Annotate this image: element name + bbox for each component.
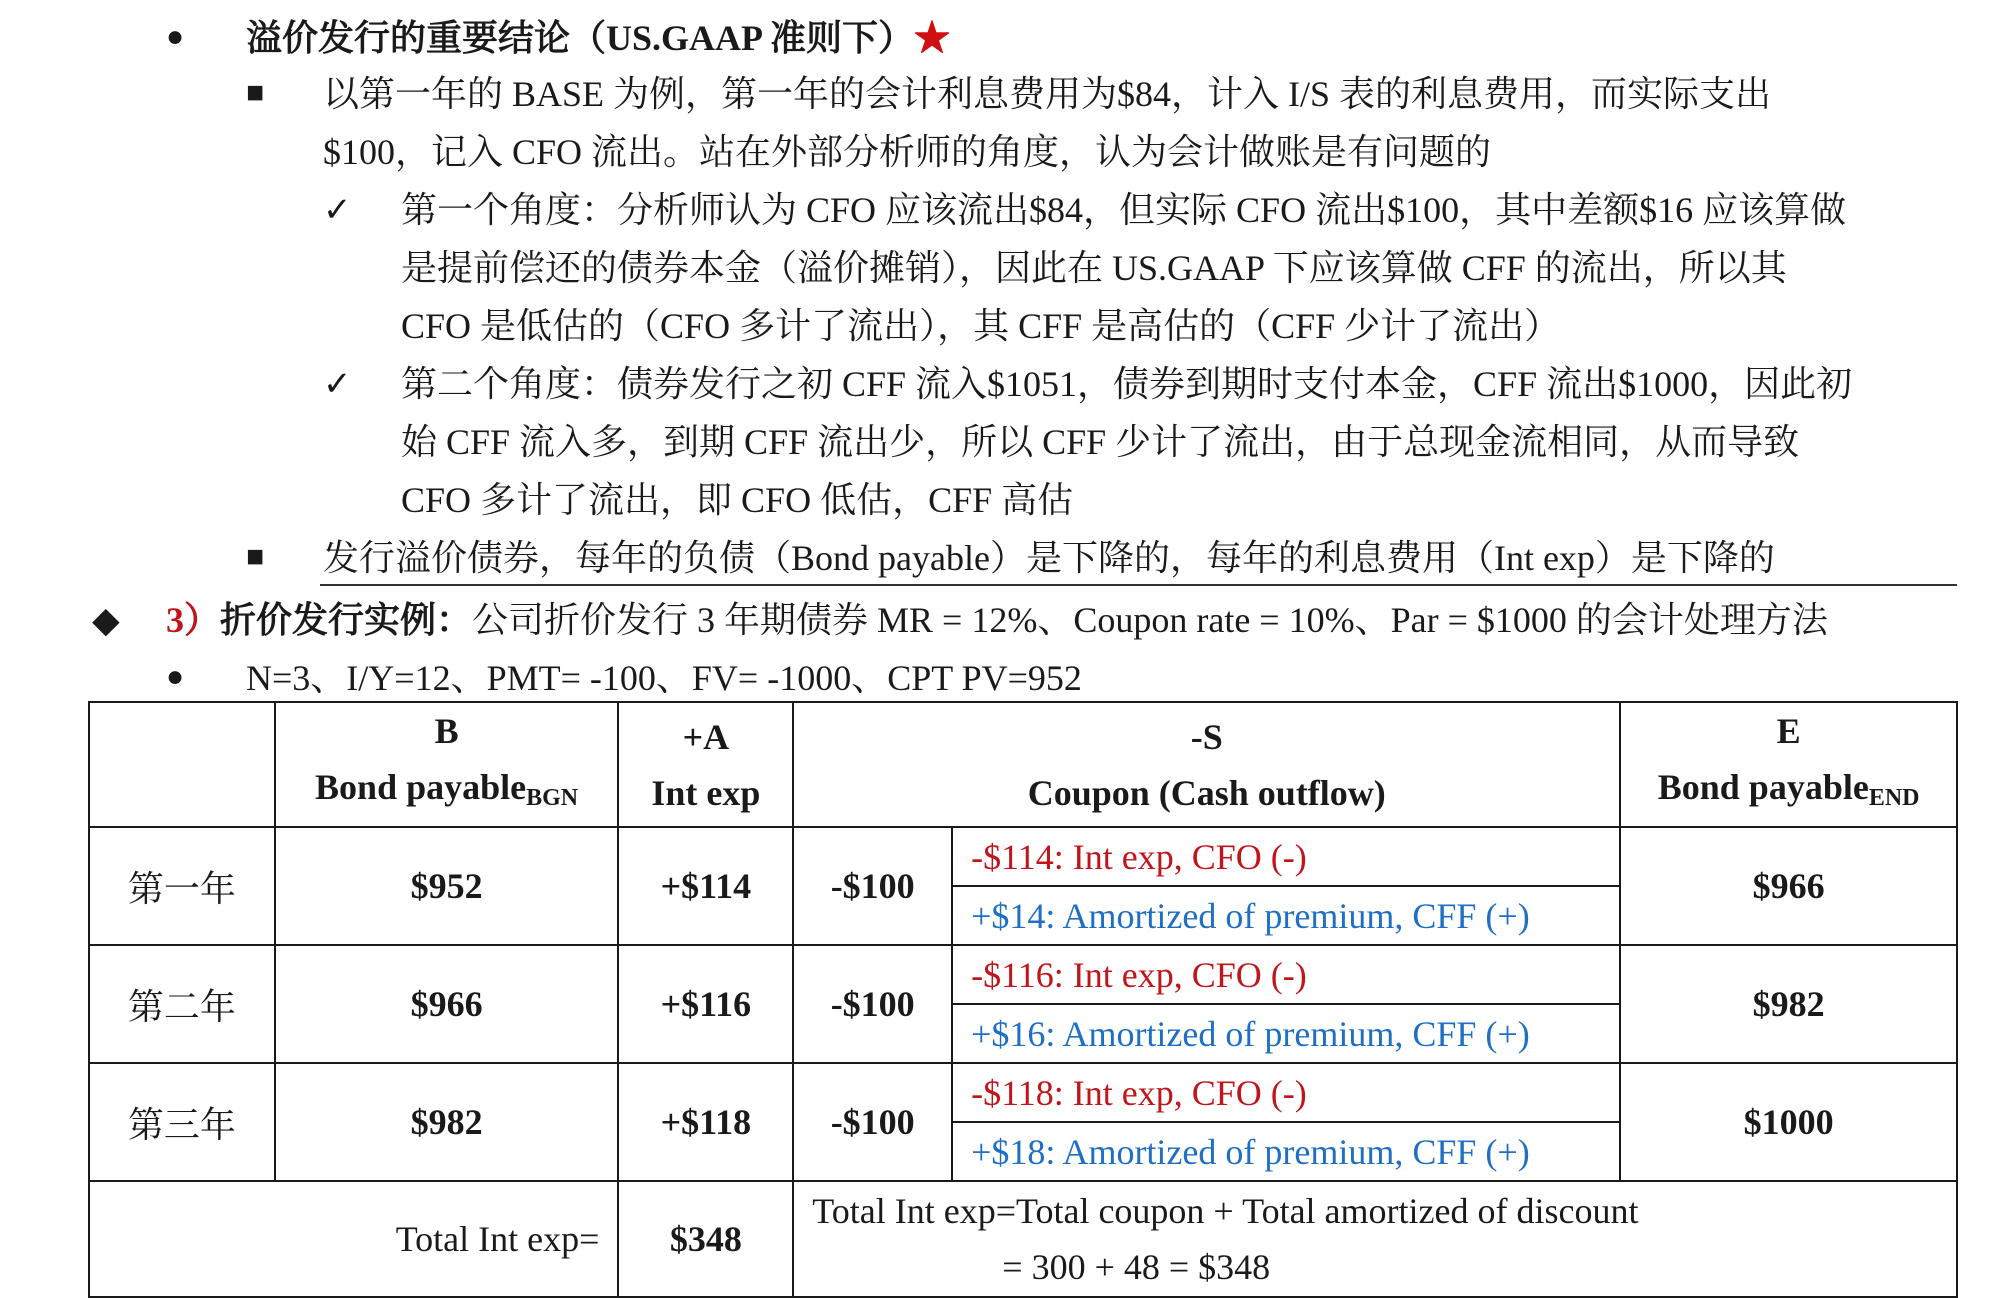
table-row	[89, 1063, 1957, 1122]
checkmark-icon: ✓	[323, 192, 352, 229]
bullet-dot-icon: ●	[166, 660, 185, 693]
table-row	[89, 827, 1957, 886]
square-bullet-icon: ■	[246, 76, 265, 109]
checkmark-icon: ✓	[323, 366, 352, 403]
header-empty-cell	[89, 702, 275, 827]
check-item-line: 第一个角度：分析师认为 CFO 应该流出$84，但实际 CFO 流出$100，其中差额$16 应该算做	[401, 190, 1847, 230]
check-item-line: CFO 是低估的（CFO 多计了流出），其 CFF 是高估的（CFF 少计了流出）	[401, 306, 1561, 346]
table-row	[89, 945, 1957, 1004]
calculator-inputs: N=3、I/Y=12、PMT= -100、FV= -1000、CPT PV=952	[246, 658, 1082, 698]
coupon-cell: -$100	[793, 1063, 952, 1181]
total-label: Total Int exp=	[89, 1181, 618, 1297]
year-cell: 第一年	[89, 827, 275, 945]
header-bond-payable-bgn: B Bond payable$_{BGN}$	[275, 702, 619, 827]
heading-number: 3）	[166, 600, 221, 640]
star-icon: ★	[914, 18, 951, 58]
heading-text: 公司折价发行 3 年期债券 MR = 12%、Coupon rate = 10%、Par = $1000 的会计处理方法	[472, 600, 1828, 640]
year-cell: 第二年	[89, 945, 275, 1063]
diamond-bullet-icon: ◆	[92, 600, 120, 640]
section-title-text: 溢价发行的重要结论（US.GAAP 准则下）	[246, 18, 915, 58]
end-cell: $1000	[1620, 1063, 1957, 1181]
section-title	[246, 18, 950, 58]
square-bullet-icon: ■	[246, 540, 265, 573]
heading-label: 折价发行实例：	[220, 600, 473, 640]
paragraph-line: 发行溢价债券，每年的负债（Bond payable）是下降的，每年的利息费用（Int exp）是下降的	[323, 538, 1775, 578]
divider	[320, 584, 1957, 586]
check-item-line: 始 CFF 流入多，到期 CFF 流出少，所以 CFF 少计了流出，由于总现金流相同，从而导致	[401, 422, 1800, 462]
check-item-line: 是提前偿还的债券本金（溢价摊销），因此在 US.GAAP 下应该算做 CFF 的流出，所以其	[401, 248, 1787, 288]
bgn-cell: $966	[275, 945, 619, 1063]
bullet-dot-icon: ●	[166, 20, 185, 53]
coupon-cell: -$100	[793, 827, 952, 945]
end-cell: $966	[1620, 827, 1957, 945]
header-int-exp: +A Int exp	[618, 702, 793, 827]
total-formula	[793, 1181, 1957, 1297]
formula-line-1: Total Int exp=Total coupon + Total amortized of discount	[812, 1191, 1639, 1231]
int-exp-cell: +$114	[618, 827, 793, 945]
table-header-row	[89, 702, 1957, 827]
int-exp-cell: +$118	[618, 1063, 793, 1181]
bond-schedule-table	[88, 701, 1958, 1298]
end-cell: $982	[1620, 945, 1957, 1063]
formula-line-2: = 300 + 48 = $348	[1002, 1247, 1271, 1287]
example-heading	[166, 600, 1828, 640]
bgn-cell: $982	[275, 1063, 619, 1181]
cff-cell: +$14: Amortized of premium, CFF (+)	[952, 886, 1620, 945]
coupon-cell: -$100	[793, 945, 952, 1063]
total-value: $348	[618, 1181, 793, 1297]
total-row	[89, 1181, 1957, 1297]
check-item-line: CFO 多计了流出，即 CFO 低估，CFF 高估	[401, 480, 1074, 520]
bgn-cell: $952	[275, 827, 619, 945]
cff-cell: +$16: Amortized of premium, CFF (+)	[952, 1004, 1620, 1063]
paragraph-line: 以第一年的 BASE 为例，第一年的会计利息费用为$84，计入 I/S 表的利息费用，而实际支出	[323, 74, 1772, 114]
header-coupon: -S Coupon (Cash outflow)	[793, 702, 1620, 827]
paragraph-line: $100，记入 CFO 流出。站在外部分析师的角度，认为会计做账是有问题的	[323, 132, 1492, 172]
cfo-cell: -$116: Int exp, CFO (-)	[952, 945, 1620, 1004]
year-cell: 第三年	[89, 1063, 275, 1181]
cfo-cell: -$114: Int exp, CFO (-)	[952, 827, 1620, 886]
cfo-cell: -$118: Int exp, CFO (-)	[952, 1063, 1620, 1122]
cff-cell: +$18: Amortized of premium, CFF (+)	[952, 1122, 1620, 1181]
check-item-line: 第二个角度：债券发行之初 CFF 流入$1051，债券到期时支付本金，CFF 流出$1000，因此初	[401, 364, 1853, 404]
int-exp-cell: +$116	[618, 945, 793, 1063]
header-bond-payable-end: E Bond payable$_{END}$	[1620, 702, 1957, 827]
